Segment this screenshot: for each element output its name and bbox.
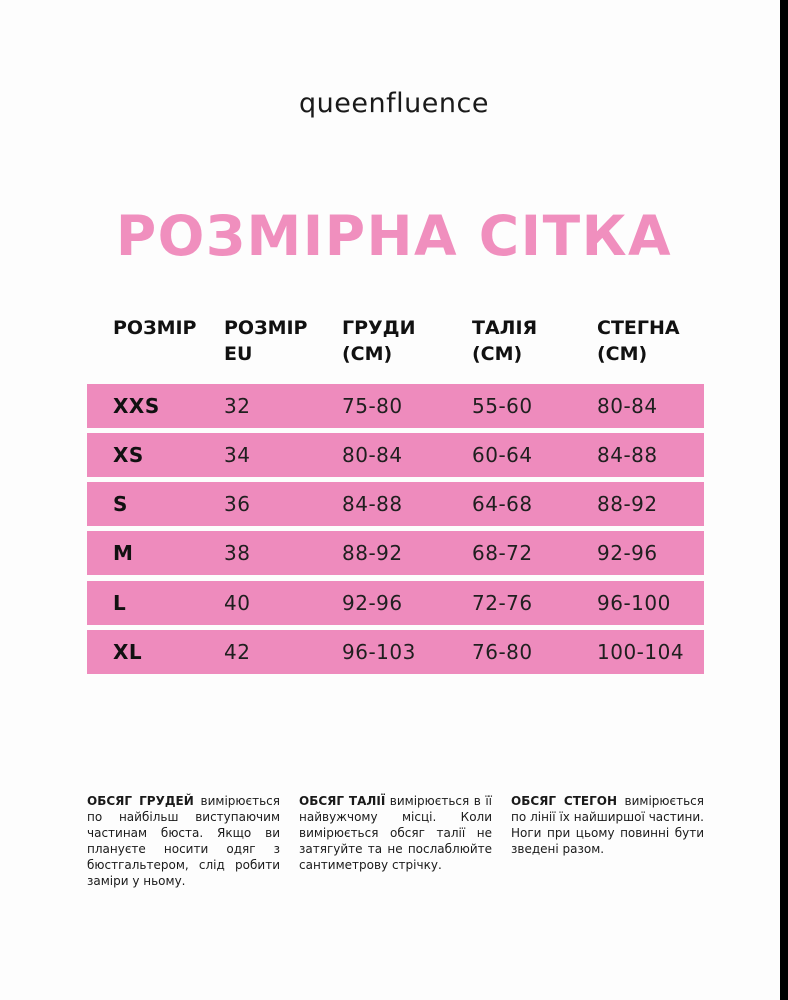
note-waist-term: ОБСЯГ ТАЛІЇ: [299, 794, 386, 808]
cell-hips: 100-104: [597, 640, 685, 664]
cell-chest: 80-84: [342, 443, 403, 467]
header-eu-line-2: EU: [224, 343, 253, 365]
cell-eu: 32: [224, 394, 251, 418]
table-row: [87, 482, 704, 526]
note-hips-term: ОБСЯГ СТЕГОН: [511, 794, 618, 808]
cell-hips: 96-100: [597, 591, 671, 615]
note-hips-text: вимірюється по лінії їх найширшої частини. Ноги при цьому повинні бути зведені разом.: [511, 794, 704, 856]
header-hips: [597, 315, 680, 367]
cell-eu: 40: [224, 591, 251, 615]
cell-eu: 38: [224, 541, 251, 565]
cell-size: L: [113, 591, 127, 615]
note-chest-text: вимірюється по найбільш виступаючим частинам бюста. Якщо ви плануєте носити одяг з бюстгальтером, слід робити заміри у ньому.: [87, 794, 280, 888]
brand-logo: queenfluence: [299, 88, 489, 119]
cell-size: S: [113, 492, 128, 516]
header-hips-line-1: СТЕГНА: [597, 317, 680, 339]
cell-size: XL: [113, 640, 143, 664]
header-eu: [224, 315, 307, 367]
cell-size: XS: [113, 443, 144, 467]
cell-chest: 88-92: [342, 541, 403, 565]
table-row: [87, 630, 704, 674]
note-chest-term: ОБСЯГ ГРУДЕЙ: [87, 794, 194, 808]
note-chest: [87, 793, 280, 889]
header-size-line-1: РОЗМІР: [113, 317, 197, 339]
cell-waist: 68-72: [472, 541, 533, 565]
cell-waist: 55-60: [472, 394, 533, 418]
table-row: [87, 384, 704, 428]
note-waist: [299, 793, 492, 873]
header-waist: [472, 315, 537, 367]
cell-size: XXS: [113, 394, 160, 418]
cell-eu: 42: [224, 640, 251, 664]
page-title: РОЗМІРНА СІТКА: [115, 204, 673, 268]
header-chest: [342, 315, 416, 367]
cell-hips: 92-96: [597, 541, 658, 565]
note-hips: [511, 793, 704, 857]
cell-eu: 34: [224, 443, 251, 467]
header-size: [113, 315, 196, 341]
table-row: [87, 433, 704, 477]
cell-chest: 92-96: [342, 591, 403, 615]
header-waist-line-1: ТАЛІЯ: [472, 317, 538, 339]
cell-hips: 84-88: [597, 443, 658, 467]
header-hips-line-2: (СМ): [597, 343, 648, 365]
cell-waist: 64-68: [472, 492, 533, 516]
table-row: [87, 531, 704, 575]
header-waist-line-2: (СМ): [472, 343, 523, 365]
table-row: [87, 581, 704, 625]
cell-waist: 60-64: [472, 443, 533, 467]
cell-hips: 88-92: [597, 492, 658, 516]
cell-chest: 84-88: [342, 492, 403, 516]
cell-eu: 36: [224, 492, 251, 516]
cell-waist: 72-76: [472, 591, 533, 615]
cell-chest: 96-103: [342, 640, 416, 664]
header-chest-line-2: (СМ): [342, 343, 393, 365]
cell-size: M: [113, 541, 134, 565]
cell-hips: 80-84: [597, 394, 658, 418]
cell-waist: 76-80: [472, 640, 533, 664]
note-waist-text: вимірюється в її найвужчому місці. Коли вимірюється обсяг талії не затягуйте та не послаблюйте сантиметрову стрічку.: [299, 794, 492, 872]
header-eu-line-1: РОЗМІР: [224, 317, 308, 339]
header-chest-line-1: ГРУДИ: [342, 317, 416, 339]
cell-chest: 75-80: [342, 394, 403, 418]
